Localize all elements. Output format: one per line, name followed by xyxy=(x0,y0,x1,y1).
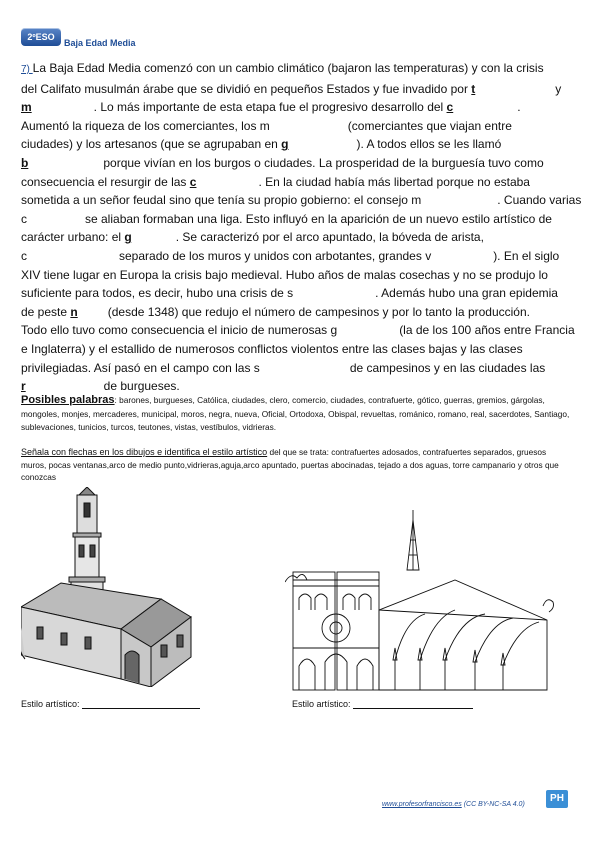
blank-hint-letter: n xyxy=(70,304,78,319)
text-line: m . Lo más importante de esta etapa fue el progresivo desarrollo del c . xyxy=(21,100,521,115)
romanesque-church-drawing xyxy=(21,487,211,687)
text-line: c separado de los muros y unidos con arbotantes, grandes v ). En el siglo xyxy=(21,248,560,263)
drawing-task xyxy=(21,446,573,484)
text-line: b porque vivían en los burgos o ciudades. La prosperidad de la burguesía tuvo como xyxy=(21,155,544,170)
text-line: c se aliaban formaban una liga. Esto influyó en la aparición de un nuevo estilo artístico de xyxy=(21,211,552,226)
blank-hint-letter: m xyxy=(21,100,32,115)
blank-hint-letter: g xyxy=(281,137,289,152)
ph-logo: PH xyxy=(546,790,568,808)
text-line: carácter urbano: el g . Se caracterizó por el arco apuntado, la bóveda de arista, xyxy=(21,230,484,245)
exercise-text xyxy=(21,59,582,396)
text-line: privilegiadas. Así pasó en el campo con las s de campesinos y en las ciudades las xyxy=(21,360,546,375)
exercise-number: 7) xyxy=(21,64,33,75)
text-line: del Califato musulmán árabe que se dividió en pequeños Estados y fue invadido por t y xyxy=(21,81,562,96)
blank-hint-letter: c xyxy=(446,100,454,115)
blank-hint-letter: b xyxy=(21,155,29,170)
text-line: e Inglaterra) y el estallido de numerosos conflictos violentos entre las clases bajas y las clases xyxy=(21,341,523,356)
text-line: sometida a un señor feudal sino que tenía su propio gobierno: el consejo m . Cuando varias xyxy=(21,193,582,208)
text-line: Todo ello tuvo como consecuencia el inicio de numerosas g (la de los 100 años entre Francia xyxy=(21,323,575,338)
text-line: Aumentó la riqueza de los comerciantes, los m (comerciantes que viajan entre xyxy=(21,118,512,133)
task-text: del que se trata: contrafuertes adosados, contrafuertes separados, gruesos muros, pocas ventanas,arco de medio punto,vidrieras,aguja,arco apuntado, puertas abocinadas, tejado a dos aguas, torre campanario y otros que conozcas xyxy=(21,447,559,482)
left-answer-line[interactable] xyxy=(82,699,200,709)
subject-title: Baja Edad Media xyxy=(64,38,136,48)
right-answer-line[interactable] xyxy=(353,699,473,709)
blank-hint-letter: g xyxy=(124,230,132,245)
text-line: 7) La Baja Edad Media comenzó con un cambio climático (bajaron las temperaturas) y con la crisis xyxy=(21,61,544,75)
footer-link[interactable]: www.profesorfrancisco.es xyxy=(382,801,462,808)
blank-hint-letter: c xyxy=(189,174,197,189)
word-bank: Posibles palabras: barones, burgueses, Católica, ciudades, clero, comercio, ciudades, contrafuerte, gótico, guerras, gremios, gárgolas, mongoles, monjes, mercaderes, municipal, moros, negra, nueva, Oficial, Ortodoxa, Obispal, revueltas, románico, romano, real, sacerdotes, Santiago, sublevaciones, tunicios, turcos, teutones, vistas, vestíbulos, vidrieras. xyxy=(21,394,570,432)
text-line: ciudades) y los artesanos (que se agrupaban en g ). A todos ellos se les llamó xyxy=(21,137,502,152)
text-line: consecuencia el resurgir de las c . En la ciudad había más libertad porque no estaba xyxy=(21,174,530,189)
right-label-text: Estilo artístico: xyxy=(292,699,351,709)
left-label-text: Estilo artístico: xyxy=(21,699,80,709)
grade-badge: 2ºESO xyxy=(21,28,61,46)
task-title: Señala con flechas en los dibujos e identifica el estilo artístico xyxy=(21,447,268,457)
blank-hint-letter: t xyxy=(471,81,476,96)
text-line: de peste n (desde 1348) que redujo el número de campesinos y por lo tanto la producción. xyxy=(21,304,530,319)
left-style-label xyxy=(21,699,200,709)
text-line: suficiente para todos, es decir, hubo una crisis de s . Además hubo una gran epidemia xyxy=(21,286,558,301)
word-bank-title: Posibles palabras xyxy=(21,394,115,406)
text-line: r de burgueses. xyxy=(21,379,180,394)
right-style-label xyxy=(292,699,473,709)
gothic-cathedral-drawing xyxy=(285,510,555,695)
footer-license: (CC BY-NC-SA 4.0) xyxy=(463,801,525,808)
text-line: XIV tiene lugar en Europa la crisis bajo medieval. Hubo años de malas cosechas y no se produjo lo xyxy=(21,267,548,282)
word-bank-words: barones, burgueses, Católica, ciudades, clero, comercio, ciudades, contrafuerte, gótico, guerras, gremios, gárgolas, mongoles, monjes, mercaderes, municipal, moros, negra, nueva, Oficial, Ortodoxa, Obispal, revueltas, románico, romano, real, sacerdotes, Santiago, sublevaciones, tunicios, turcos, teutones, vistas, vestíbulos, vidrieras. xyxy=(21,395,570,432)
footer xyxy=(382,801,525,808)
blank-hint-letter: r xyxy=(21,379,26,394)
